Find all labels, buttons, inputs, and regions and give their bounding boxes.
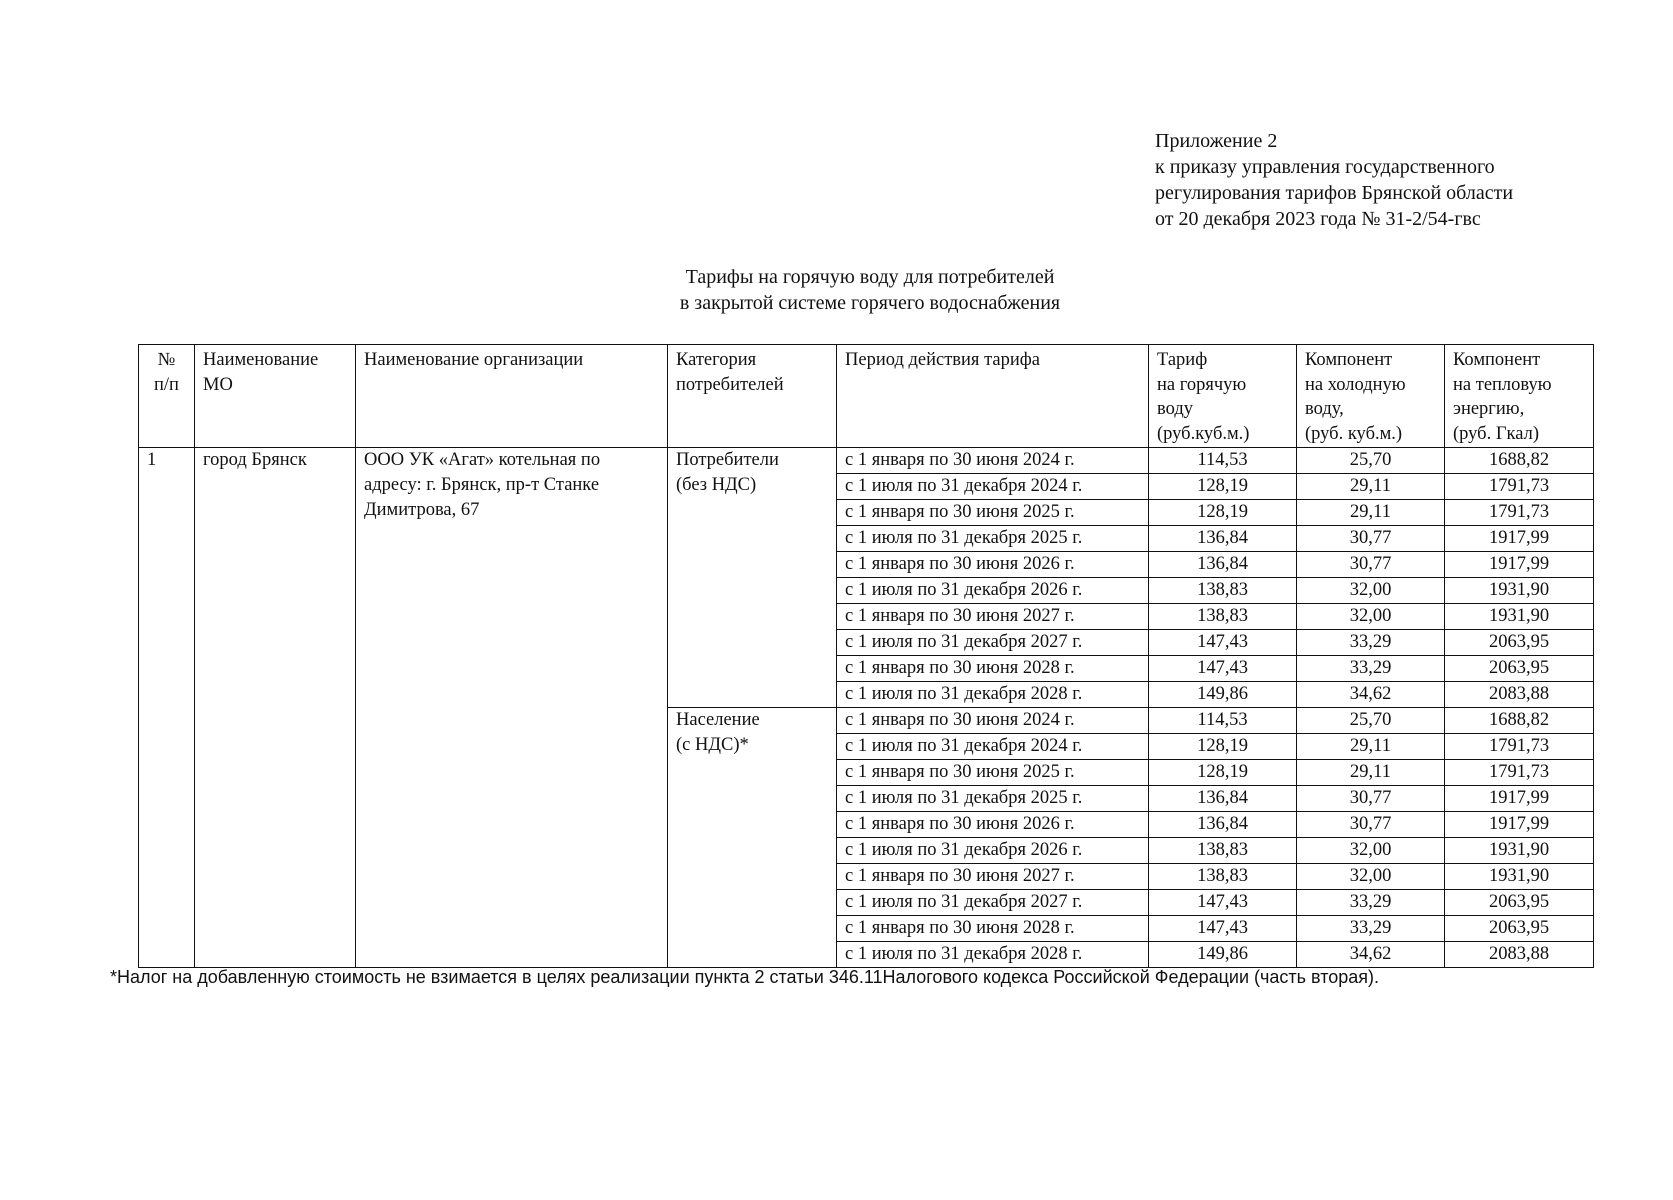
cold-water-component-cell: 32,00 (1297, 838, 1445, 864)
cold-water-component-cell: 33,29 (1297, 630, 1445, 656)
header-line: энергию, (1453, 399, 1525, 419)
organization-line: адресу: г. Брянск, пр-т Станке (364, 475, 600, 495)
hot-water-tariff-cell: 136,84 (1149, 786, 1297, 812)
header-line: МО (203, 374, 233, 395)
header-line: на холодную (1305, 374, 1406, 395)
hot-water-tariff-cell: 147,43 (1149, 630, 1297, 656)
header-row (139, 345, 1594, 448)
footnote: *Налог на добавленную стоимость не взимается в целях реализации пункта 2 статьи 346.11Налогового кодекса Российской Федерации (часть вторая). (110, 967, 1380, 987)
title-line: Тарифы на горячую воду для потребителей (685, 266, 1055, 288)
period-cell: с 1 июля по 31 декабря 2027 г. (837, 630, 1149, 656)
cold-water-component-cell: 30,77 (1297, 526, 1445, 552)
heat-energy-component-cell: 1931,90 (1445, 604, 1594, 630)
cold-water-component-cell: 34,62 (1297, 682, 1445, 708)
period-cell: с 1 января по 30 июня 2026 г. (837, 812, 1149, 838)
header-heat-energy-component (1445, 345, 1594, 448)
cold-water-component-cell: 33,29 (1297, 916, 1445, 942)
table-row (139, 448, 1594, 474)
header-line: п/п (154, 374, 179, 395)
cold-water-component-cell: 25,70 (1297, 708, 1445, 734)
organization-cell (356, 448, 668, 968)
hot-water-tariff-cell: 114,53 (1149, 448, 1297, 474)
heat-energy-component-cell: 1917,99 (1445, 552, 1594, 578)
heat-energy-component-cell: 2063,95 (1445, 656, 1594, 682)
category-line: Потребители (676, 450, 779, 470)
heat-energy-component-cell: 1688,82 (1445, 448, 1594, 474)
cold-water-component-cell: 32,00 (1297, 578, 1445, 604)
cold-water-component-cell: 29,11 (1297, 500, 1445, 526)
tariff-table (138, 344, 1594, 968)
heat-energy-component-cell: 1931,90 (1445, 838, 1594, 864)
period-cell: с 1 января по 30 июня 2027 г. (837, 604, 1149, 630)
header-line: воду, (1305, 399, 1344, 419)
heat-energy-component-cell: 1917,99 (1445, 786, 1594, 812)
row-number-cell: 1 (139, 448, 195, 968)
header-line: (руб. куб.м.) (1305, 423, 1403, 444)
hot-water-tariff-cell: 147,43 (1149, 916, 1297, 942)
heat-energy-component-cell: 1917,99 (1445, 812, 1594, 838)
header-line: Наименование организации (364, 350, 584, 370)
heat-energy-component-cell: 2063,95 (1445, 890, 1594, 916)
hot-water-tariff-cell: 147,43 (1149, 890, 1297, 916)
header-line: Период действия тарифа (845, 350, 1040, 370)
heat-energy-component-cell: 1931,90 (1445, 864, 1594, 890)
organization-line: ООО УК «Агат» котельная по (364, 450, 601, 470)
header-line: на горячую (1157, 374, 1247, 395)
table-body (139, 448, 1594, 968)
cold-water-component-cell: 25,70 (1297, 448, 1445, 474)
header-line: Наименование (203, 350, 319, 370)
heat-energy-component-cell: 1931,90 (1445, 578, 1594, 604)
period-cell: с 1 января по 30 июня 2026 г. (837, 552, 1149, 578)
period-cell: с 1 января по 30 июня 2027 г. (837, 864, 1149, 890)
hot-water-tariff-cell: 138,83 (1149, 838, 1297, 864)
cold-water-component-cell: 32,00 (1297, 864, 1445, 890)
category-line: (с НДС)* (676, 735, 749, 755)
cold-water-component-cell: 29,11 (1297, 474, 1445, 500)
period-cell: с 1 января по 30 июня 2028 г. (837, 916, 1149, 942)
header-cold-water-component (1297, 345, 1445, 448)
header-line: (руб. Гкал) (1453, 423, 1540, 444)
hot-water-tariff-cell: 138,83 (1149, 578, 1297, 604)
period-cell: с 1 июля по 31 декабря 2028 г. (837, 682, 1149, 708)
appendix-line: регулирования тарифов Брянской области (1155, 182, 1514, 204)
cold-water-component-cell: 33,29 (1297, 656, 1445, 682)
heat-energy-component-cell: 1791,73 (1445, 474, 1594, 500)
hot-water-tariff-cell: 136,84 (1149, 526, 1297, 552)
period-cell: с 1 июля по 31 декабря 2024 г. (837, 474, 1149, 500)
category-cell (668, 708, 837, 968)
header-line: воду (1157, 399, 1193, 419)
header-category (668, 345, 837, 448)
appendix-line: к приказу управления государственного (1155, 156, 1495, 178)
cold-water-component-cell: 30,77 (1297, 786, 1445, 812)
category-line: Население (676, 710, 760, 730)
period-cell: с 1 июля по 31 декабря 2024 г. (837, 734, 1149, 760)
hot-water-tariff-cell: 149,86 (1149, 942, 1297, 968)
period-cell: с 1 июля по 31 декабря 2025 г. (837, 526, 1149, 552)
heat-energy-component-cell: 2083,88 (1445, 682, 1594, 708)
category-line: (без НДС) (676, 475, 757, 495)
cold-water-component-cell: 34,62 (1297, 942, 1445, 968)
period-cell: с 1 июля по 31 декабря 2028 г. (837, 942, 1149, 968)
heat-energy-component-cell: 1688,82 (1445, 708, 1594, 734)
period-cell: с 1 июля по 31 декабря 2025 г. (837, 786, 1149, 812)
period-cell: с 1 января по 30 июня 2028 г. (837, 656, 1149, 682)
hot-water-tariff-cell: 136,84 (1149, 812, 1297, 838)
cold-water-component-cell: 30,77 (1297, 812, 1445, 838)
heat-energy-component-cell: 2063,95 (1445, 916, 1594, 942)
period-cell: с 1 января по 30 июня 2024 г. (837, 708, 1149, 734)
header-hot-water-tariff (1149, 345, 1297, 448)
header-line: № (157, 350, 176, 370)
hot-water-tariff-cell: 136,84 (1149, 552, 1297, 578)
hot-water-tariff-cell: 149,86 (1149, 682, 1297, 708)
header-number (139, 345, 195, 448)
heat-energy-component-cell: 2083,88 (1445, 942, 1594, 968)
hot-water-tariff-cell: 138,83 (1149, 604, 1297, 630)
header-municipality (195, 345, 356, 448)
period-cell: с 1 января по 30 июня 2025 г. (837, 500, 1149, 526)
category-cell (668, 448, 837, 708)
header-line: Тариф (1157, 350, 1208, 370)
period-cell: с 1 января по 30 июня 2025 г. (837, 760, 1149, 786)
appendix-line: от 20 декабря 2023 года № 31-2/54-гвс (1155, 208, 1481, 230)
heat-energy-component-cell: 1917,99 (1445, 526, 1594, 552)
hot-water-tariff-cell: 128,19 (1149, 474, 1297, 500)
title-line: в закрытой системе горячего водоснабжения (679, 292, 1061, 314)
period-cell: с 1 июля по 31 декабря 2026 г. (837, 838, 1149, 864)
heat-energy-component-cell: 2063,95 (1445, 630, 1594, 656)
document-title (560, 264, 1180, 316)
hot-water-tariff-cell: 138,83 (1149, 864, 1297, 890)
heat-energy-component-cell: 1791,73 (1445, 500, 1594, 526)
period-cell: с 1 июля по 31 декабря 2026 г. (837, 578, 1149, 604)
cold-water-component-cell: 30,77 (1297, 552, 1445, 578)
table-header (139, 345, 1594, 448)
header-period (837, 345, 1149, 448)
header-organization (356, 345, 668, 448)
header-line: Категория (676, 350, 757, 370)
cold-water-component-cell: 33,29 (1297, 890, 1445, 916)
header-line: (руб.куб.м.) (1157, 423, 1250, 444)
cold-water-component-cell: 32,00 (1297, 604, 1445, 630)
organization-line: Димитрова, 67 (364, 500, 480, 520)
header-line: Компонент (1453, 350, 1541, 370)
period-cell: с 1 января по 30 июня 2024 г. (837, 448, 1149, 474)
municipality-cell: город Брянск (195, 448, 356, 968)
period-cell: с 1 июля по 31 декабря 2027 г. (837, 890, 1149, 916)
header-line: на тепловую (1453, 374, 1552, 395)
hot-water-tariff-cell: 128,19 (1149, 760, 1297, 786)
hot-water-tariff-cell: 114,53 (1149, 708, 1297, 734)
header-line: Компонент (1305, 350, 1393, 370)
heat-energy-component-cell: 1791,73 (1445, 734, 1594, 760)
hot-water-tariff-cell: 147,43 (1149, 656, 1297, 682)
cold-water-component-cell: 29,11 (1297, 760, 1445, 786)
cold-water-component-cell: 29,11 (1297, 734, 1445, 760)
hot-water-tariff-cell: 128,19 (1149, 734, 1297, 760)
appendix-block (1155, 128, 1513, 232)
header-line: потребителей (676, 374, 784, 395)
appendix-line: Приложение 2 (1155, 130, 1278, 152)
heat-energy-component-cell: 1791,73 (1445, 760, 1594, 786)
hot-water-tariff-cell: 128,19 (1149, 500, 1297, 526)
